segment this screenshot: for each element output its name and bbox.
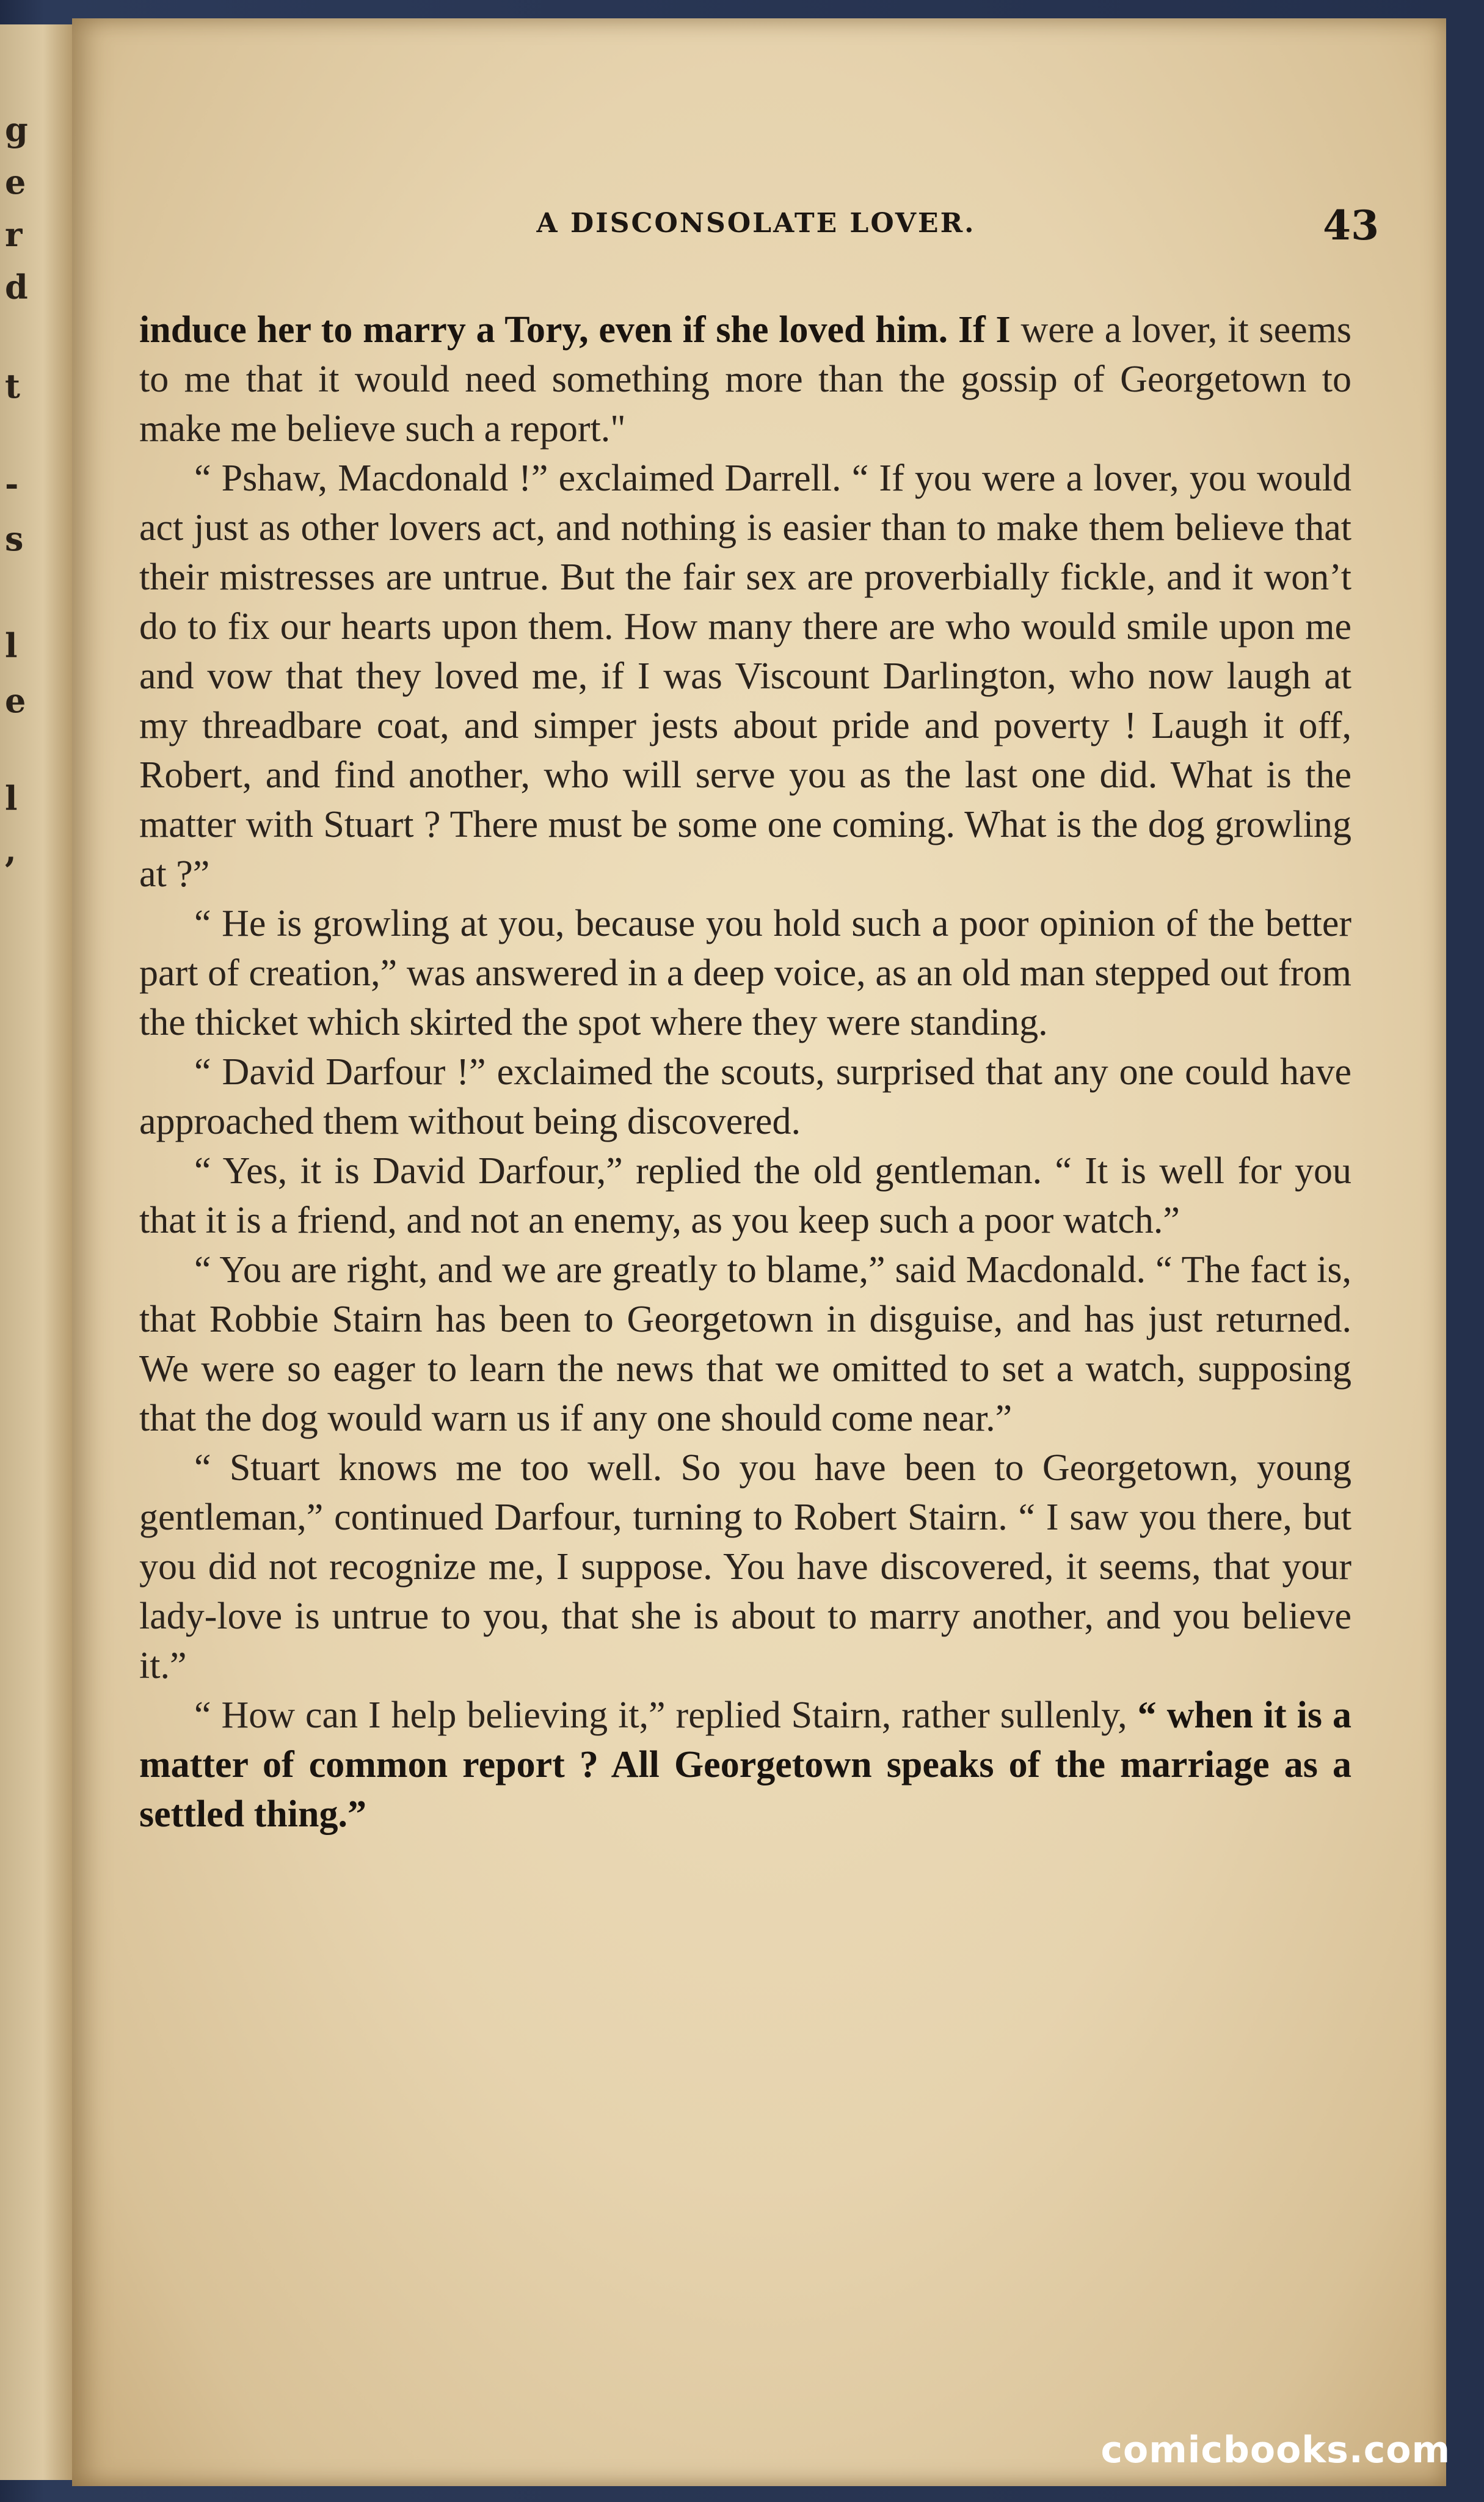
paragraph-text: “ Yes, it is David Darfour,” replied the old gentleman. “ It is well for you that it is a friend, and not an enemy, as you keep such a poor watch.” xyxy=(139,1150,1351,1241)
paragraph-text: “ Stuart knows me too well. So you have been to Georgetown, young gentleman,” continued Darfour, turning to Robert Stairn. “ I saw you there, but you did not recognize me, I suppose. You have discovered, it seems, that your lady-love is untrue to you, that she is about to marry another, and you believe it.” xyxy=(139,1447,1351,1687)
paragraph-text: “ You are right, and we are greatly to blame,” said Macdonald. “ The fact is, that Robbie Stairn has been to Georgetown in disguise, and has just returned. We were so eager to learn the news that we omitted to set a watch, supposing that the dog would warn us if any one should come near.” xyxy=(139,1249,1351,1439)
paragraph-text: “ David Darfour !” exclaimed the scouts, surprised that any one could have approached them without being discovered. xyxy=(139,1051,1351,1142)
paragraph xyxy=(139,1147,1351,1246)
facing-page-fragment: , xyxy=(5,831,16,870)
paragraph xyxy=(139,305,1351,454)
facing-page-fragment: l xyxy=(5,626,18,665)
running-head xyxy=(145,202,1379,257)
facing-page-fragment: - xyxy=(5,464,19,503)
page-number: 43 xyxy=(1323,202,1379,249)
paragraph-text: were a lover, it seems to me that it would need something more than the gossip of Georgetown to make me believe such a report." xyxy=(139,309,1351,450)
paragraph xyxy=(139,1691,1351,1839)
paragraph xyxy=(139,1048,1351,1147)
paragraph-text: “ He is growling at you, because you hold such a poor opinion of the better part of creation,” was answered in a deep voice, as an old man stepped out from the thicket which skirted the spot where they were standing. xyxy=(139,903,1351,1043)
running-title: A DISCONSOLATE LOVER. xyxy=(536,208,976,239)
facing-page-fragment: r xyxy=(5,215,23,254)
site-watermark: comicbooks.com xyxy=(1100,2429,1450,2471)
paragraph-text: “ Pshaw, Macdonald !” exclaimed Darrell. “ If you were a lover, you would act just as other lovers act, and nothing is easier than to make them believe that their mistresses are untrue. But the fair sex are proverbially fickle, and it won’t do to fix our hearts upon them. How many there are who would smile upon me and vow that they loved me, if I was Viscount Darlington, who now laugh at my threadbare coat, and simper jests about pride and poverty ! Laugh it off, Robert, and find another, who will serve you as the last one did. What is the matter with Stuart ? There must be some one coming. What is the dog growling at ?” xyxy=(139,458,1351,895)
paragraph xyxy=(139,1443,1351,1691)
paragraph xyxy=(139,454,1351,899)
facing-page-fragment: g xyxy=(5,110,28,149)
body-text xyxy=(139,305,1351,1839)
facing-page-fragment: d xyxy=(5,268,28,307)
paragraph xyxy=(139,1246,1351,1443)
paragraph xyxy=(139,899,1351,1048)
facing-page-fragment: t xyxy=(5,367,20,406)
facing-page-fragment: l xyxy=(5,779,18,818)
facing-page-edge xyxy=(0,24,76,2480)
bold-text: “ when it is a matter of common report ? All Georgetown speaks of the marriage as a settled thing.” xyxy=(139,1694,1352,1835)
facing-page-fragment: e xyxy=(5,681,26,720)
bold-text: induce her to marry a Tory, even if she loved him. If I xyxy=(139,309,1011,351)
facing-page-fragment: s xyxy=(5,519,24,558)
paragraph-text: “ How can I help believing it,” replied Stairn, rather sullenly, xyxy=(194,1694,1138,1736)
book-page xyxy=(72,18,1446,2486)
facing-page-fragment: e xyxy=(5,162,26,202)
